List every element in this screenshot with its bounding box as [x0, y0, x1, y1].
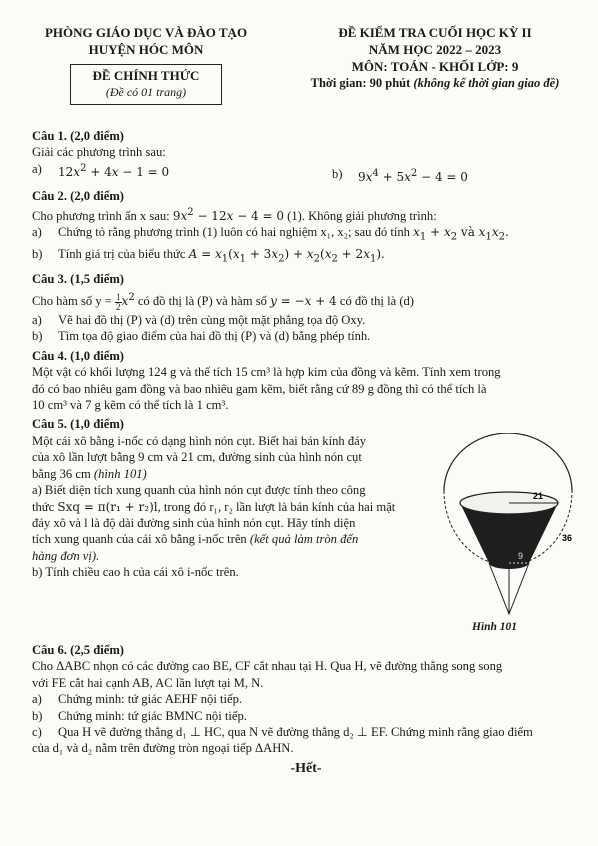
time-note: (không kể thời gian giao đề) — [413, 76, 560, 90]
q6-part-b — [32, 708, 580, 724]
department-line-2: HUYỆN HÓC MÔN — [88, 42, 204, 57]
exam-body — [32, 125, 580, 777]
q2-intro-post: (1). Không giải phương trình: — [287, 208, 437, 223]
q5-p1-line1: Một cái xô bằng i-nốc có dạng hình nón cụt. Biết hai bán kính đáy — [32, 433, 367, 448]
q5-a-line4 — [32, 531, 417, 547]
q4-title: Câu 4. (1,0 điểm) — [32, 348, 124, 363]
q2-a-label: a) — [32, 225, 42, 240]
q5-p1-line2: của xô lần lượt bằng 9 cm và 21 cm, đường sinh của hình nón cụt — [32, 450, 362, 465]
q3-part-b — [32, 328, 580, 344]
q6-title: Câu 6. (2,5 điểm) — [32, 642, 124, 657]
figure-caption: Hình 101 — [472, 620, 518, 633]
q5-a-line5-note: hàng đơn vị). — [32, 548, 100, 563]
q5-title: Câu 5. (1,0 điểm) — [32, 417, 124, 432]
label-slant-height: 36 — [562, 532, 573, 543]
exam-title-block — [290, 24, 580, 92]
official-stamp-box — [70, 64, 222, 105]
q2-intro-pre: Cho phương trình ẩn x sau: — [32, 208, 170, 223]
time-label: Thời gian: 90 phút — [310, 76, 411, 90]
school-year: NĂM HỌC 2022 – 2023 — [368, 42, 502, 57]
bucket-figure — [434, 433, 582, 633]
q1-a-label: a) — [32, 161, 42, 176]
end-marker: -Hết- — [290, 760, 322, 776]
q3-intro-mid: có đồ thị là (P) và hàm số — [137, 294, 267, 309]
q6-intro-1: Cho ΔABC nhọn có các đường cao BE, CF cắt nhau tại H. Qua H, vẽ đường thẳng song song — [32, 659, 503, 674]
q6-part-c — [32, 724, 580, 740]
q5-a-line4-note: (kết quả làm tròn đến — [249, 532, 359, 547]
subject-line: MÔN: TOÁN - KHỐI LỚP: 9 — [351, 59, 519, 74]
q1-part-b — [332, 166, 468, 185]
q2-part-b — [32, 246, 580, 268]
q1-b-equation: $9x^4 + 5x^2 - 4 = 0$ — [358, 167, 468, 184]
q5-text — [32, 433, 417, 581]
q5-a-line2 — [32, 499, 417, 515]
q3-part-a — [32, 312, 580, 328]
q5-b-text: b) Tính chiều cao h của cái xô i-nốc trên. — [32, 565, 239, 580]
q4-text-1: Một vật có khối lượng 124 g và thể tích 15 cm³ là hợp kim của đồng và kẽm. Tính xem trong — [32, 365, 501, 380]
q5-a-line3: đáy xô và l là độ dài đường sinh của hình nón cụt. Hãy tính diện — [32, 515, 356, 530]
q2-title: Câu 2. (2,0 điểm) — [32, 189, 124, 204]
q6-c-label: c) — [32, 724, 42, 739]
q2-part-a — [32, 224, 580, 246]
time-line — [290, 75, 580, 92]
q3-intro — [32, 287, 580, 312]
q6-b-text: Chứng minh: tứ giác BMNC nội tiếp. — [58, 708, 247, 723]
q6-a-text: Chứng minh: tứ giác AEHF nội tiếp. — [58, 692, 243, 707]
exam-title: ĐỀ KIỂM TRA CUỐI HỌC KỲ II — [338, 25, 532, 40]
q1-a-equation: $12x^2 + 4x - 1 = 0$ — [58, 162, 170, 179]
q5-a-line2-post: , trong đó r₁, r₂ lần lượt là bán kính của hai mặt — [157, 499, 396, 514]
q4-text-2: đó có bao nhiêu gam đồng và bao nhiêu gam kẽm, biết rằng cứ 89 g đồng thì có thể tích là — [32, 381, 487, 396]
q6-a-label: a) — [32, 692, 42, 707]
frustum-illustration — [434, 433, 582, 619]
q2-b-text: Tính giá trị của biểu thức — [58, 246, 186, 261]
label-top-radius: 21 — [533, 490, 544, 501]
q5-a-line4-pre: tích xung quanh của cái xô bằng i-nốc trên — [32, 532, 247, 547]
q6-intro-2: với FE cắt hai cạnh AB, AC lần lượt tại M, N. — [32, 675, 264, 690]
q1-b-label: b) — [332, 166, 343, 181]
q1-parts — [32, 161, 580, 185]
q3-title: Câu 3. (1,5 điểm) — [32, 271, 124, 286]
q3-a-label: a) — [32, 313, 42, 328]
q3-b-text: Tìm tọa độ giao điểm của hai đồ thị (P) và (d) bằng phép tính. — [58, 329, 371, 344]
q3-intro-pre: Cho hàm số y = — [32, 294, 112, 309]
pages-note: (Đề có 01 trang) — [105, 85, 187, 99]
q5-p1-line3 — [32, 466, 417, 482]
sphere-arc-upper — [444, 433, 572, 491]
q3-intro-post: có đồ thị là (d) — [339, 294, 415, 309]
q3-parabola: $x^2$ — [121, 292, 135, 309]
q1-intro: Giải các phương trình sau: — [32, 145, 166, 160]
q6-part-a — [32, 691, 580, 707]
department-block — [26, 24, 266, 105]
q2-b-formula: $A = x_1(x_1 + 3x_2) + x_2(x_2 + 2x_1)$. — [188, 246, 385, 265]
q1-part-a — [32, 161, 332, 185]
q2-a-formula: $x_1 + x_2$ và $x_1x_2$. — [413, 225, 509, 243]
q6-c-line1: Qua H vẽ đường thẳng d₁ ⊥ HC, qua N vẽ đường thẳng d₂ ⊥ EF. Chứng minh rằng giao điểm — [58, 724, 533, 739]
q2-intro — [32, 205, 580, 224]
q5-a-line5 — [32, 548, 417, 564]
q2-b-label: b) — [32, 246, 43, 261]
q3-a-text: Vẽ hai đồ thị (P) và (d) trên cùng một mặt phẳng tọa độ Oxy. — [58, 313, 366, 328]
q5-a-line2-pre: thức — [32, 499, 55, 514]
q5-a-line1: a) Biết diện tích xung quanh của hình nón cụt được tính theo công — [32, 483, 366, 498]
q5-block — [32, 433, 580, 639]
q6-b-label: b) — [32, 708, 43, 723]
official-label: ĐỀ CHÍNH THỨC — [92, 68, 200, 83]
q3-b-label: b) — [32, 329, 43, 344]
q4-text-3: 10 cm³ và 7 g kẽm có thể tích là 1 cm³. — [32, 398, 229, 413]
label-bottom-radius: 9 — [518, 550, 524, 561]
q3-line-function: y = −x + 4 — [270, 294, 337, 309]
q5-area-formula: Sxq = π(r₁ + r₂)l — [57, 499, 158, 514]
department-line-1: PHÒNG GIÁO DỤC VÀ ĐÀO TẠO — [44, 25, 248, 40]
q2-equation: $9x^2 - 12x - 4 = 0$ — [172, 206, 284, 223]
q5-p1-line3-text: bằng 36 cm — [32, 466, 91, 481]
q2-a-text: Chứng tỏ rằng phương trình (1) luôn có hai nghiệm x₁, x₂; sau đó tính — [58, 225, 410, 240]
q3-fraction: $\frac{1}{2}$ — [116, 291, 121, 312]
q6-c-line2: của d₁ và d₂ nằm trên đường tròn ngoại tiếp ΔAHN. — [32, 741, 294, 756]
q5-figure-reference: (hình 101) — [93, 466, 147, 481]
q1-title: Câu 1. (2,0 điểm) — [32, 129, 124, 143]
